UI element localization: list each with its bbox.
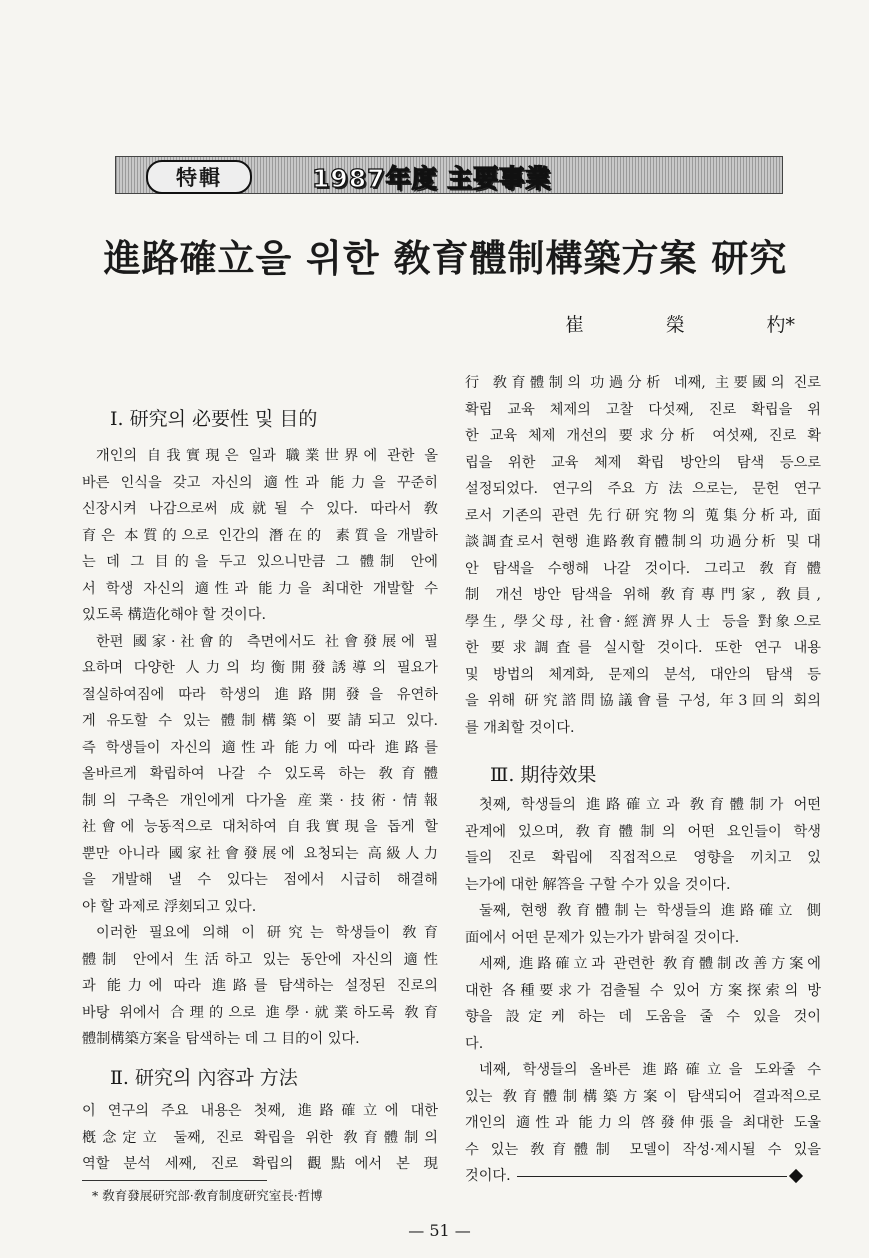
body-line: 있는 敎育體制構築方案이 탐색되어 결과적으로 [465,1088,821,1105]
right-column [465,370,821,741]
body-line: 요하며 다양한 人力의 均衡開發誘導의 필요가 [82,660,438,676]
body-line: 즉 학생들이 자신의 適性과 能力에 따라 進路를 [82,739,438,756]
body-line: 립을 위한 교육 체제 확립 방안의 탐색 등으로 [465,454,821,471]
body-line: 서 학생 자신의 適性과 能力을 최대한 개발할 수 [82,580,438,597]
body-line: 을 개발해 낼 수 있다는 점에서 시급히 해결해 [82,872,438,888]
body-line: 게 유도할 수 있는 體制構築이 要請되고 있다. [82,713,438,729]
body-line: 첫째, 학생들의 進路確立과 敎育體制가 어떤 [479,797,821,813]
body-line: 社會에 능동적으로 대처하여 自我實現을 돕게 할 [82,819,438,835]
body-line: 절실하여짐에 따라 학생의 進路開發을 유연하 [82,686,438,703]
body-line: 및 방법의 체계화, 문제의 분석, 대안의 탐색 등 [465,666,821,683]
special-feature-tag: 特輯 [146,160,252,194]
author-char: 崔 [565,314,585,336]
body-line: 育은 本質的으로 인간의 潛在的 素質을 개발하 [82,527,438,544]
section2-body [82,1098,438,1178]
body-line: 것이다. [465,1168,511,1184]
body-line: 制 개선 방안 탐색을 위해 敎育專門家, 敎員, [465,587,821,603]
section3-heading: Ⅲ. 期待效果 [490,764,597,786]
body-line: 는 데 그 目的을 두고 있으니만큼 그 體制 안에 [82,554,438,570]
body-line: 관계에 있으며, 敎育體制의 어떤 요인들이 학생 [465,823,821,840]
body-line: 바탕 위에서 合理的으로 進學·就業하도록 敎育 [82,1004,438,1021]
body-line: 을 위해 研究諮問協議會를 구성, 年3回의 회의 [465,693,821,709]
body-line: 있도록 構造化해야 할 것이다. [82,607,266,623]
article-title: 進路確立을 위한 敎育體制構築方案 研究 [103,236,788,280]
footnote: * 敎育發展研究部·敎育制度研究室長·哲博 [92,1188,323,1203]
section2-heading: Ⅱ. 研究의 內容과 方法 [110,1067,298,1089]
footnote-rule [82,1180,267,1181]
body-line: 대한 各種要求가 검출될 수 있어 方案探索의 방 [465,982,821,999]
body-line: 다. [465,1035,484,1052]
body-line: 談調査로서 현행 進路敎育體制의 功過分析 및 대 [465,534,821,550]
body-line: 行 敎育體制의 功過分析 네째, 主要國의 진로 [465,375,821,391]
banner-title: 1987年度 主要事業 [312,164,552,193]
body-line: 學生, 學父母, 社會·經濟界人士 등을 對象으로 [465,613,821,630]
body-line: 네째, 학생들의 올바른 進路確立을 도와줄 수 [479,1062,821,1078]
body-line: 는가에 대한 解答을 구할 수가 있을 것이다. [465,876,731,893]
body-line: 과 能力에 따라 進路를 탐색하는 설정된 진로의 [82,978,438,994]
body-line: 둘째, 현행 敎育體制는 학생들의 進路確立 側 [479,903,821,919]
author-char: 榮 [665,314,685,336]
body-line: 體制構築方案을 탐색하는 데 그 目的이 있다. [82,1031,360,1047]
body-line: 세째, 進路確立과 관련한 敎育體制改善方案에 [479,956,821,972]
section3-body [465,792,821,1190]
body-line: 制의 구축은 개인에게 다가올 産業·技術·情報 [82,792,438,809]
author-name [565,310,795,337]
body-line: 이 연구의 주요 내용은 첫째, 進路確立에 대한 [82,1103,438,1119]
body-line: 설정되었다. 연구의 주요方法으로는, 문헌 연구 [465,481,821,497]
body-line: 개인의 適性과 能力의 啓發伸張을 최대한 도울 [465,1115,821,1131]
body-line: 수 있는 敎育體制 모델이 작성·제시될 수 있을 [465,1141,821,1158]
body-line: 한편 國家·社會的 측면에서도 社會發展에 필 [96,633,438,650]
body-line: 이러한 필요에 의해 이 研究는 학생들이 敎育 [96,925,438,941]
body-line: 역할 분석 세째, 진로 확립의 觀點에서 본 現 [82,1156,438,1172]
body-line: 들의 진로 확립에 직접적으로 영향을 끼치고 있 [465,850,821,866]
section1-heading: Ⅰ. 研究의 必要性 및 目的 [110,408,318,430]
author-char: 杓* [766,314,795,336]
body-line: 신장시켜 나감으로써 成就될 수 있다. 따라서 敎 [82,501,438,517]
body-line: 올바르게 확립하여 나갈 수 있도록 하는 敎育體 [82,766,438,782]
body-line: 확립 교육 체제의 고찰 다섯째, 진로 확립을 위 [465,401,821,418]
body-line: 안 탐색을 수행해 나갈 것이다. 그리고 敎育體 [465,560,821,577]
body-line: 바른 인식을 갖고 자신의 適性과 能力을 꾸준히 [82,474,438,491]
end-diamond-icon [789,1169,803,1183]
body-line: 향을 設定케 하는 데 도움을 줄 수 있을 것이 [465,1009,821,1025]
body-line: 한 교육 체제 개선의 要求分析 여섯째, 진로 확 [465,428,821,444]
body-line: 뿐만 아니라 國家社會發展에 요청되는 高級人力 [82,845,438,862]
special-feature-banner [115,156,783,194]
body-line: 개인의 自我實現은 일과 職業世界에 관한 올 [96,448,438,464]
body-line: 體制 안에서 生活하고 있는 동안에 자신의 適性 [82,951,438,968]
page-number: — 51 — [408,1221,471,1240]
body-line: 로서 기존의 관련 先行研究物의 蒐集分析과, 面 [465,507,821,524]
left-column [82,443,438,1053]
end-rule [517,1176,787,1177]
body-line: 를 개최할 것이다. [465,719,575,736]
body-line: 面에서 어떤 문제가 있는가가 밝혀질 것이다. [465,929,740,946]
body-line-end [465,1163,821,1190]
body-line: 槪念定立 둘째, 진로 확립을 위한 敎育體制의 [82,1129,438,1146]
body-line: 한 要求調査를 실시할 것이다. 또한 연구 내용 [465,640,821,656]
body-line: 야 할 과제로 浮刻되고 있다. [82,898,257,915]
